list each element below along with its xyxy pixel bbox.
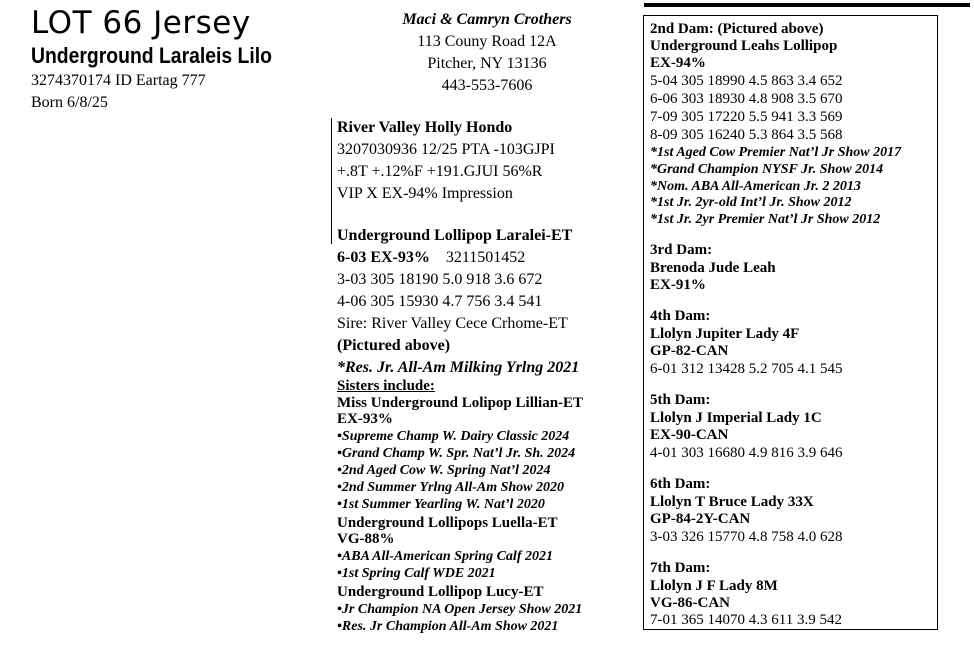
sister-award: •2nd Aged Cow W. Spring Nat’l 2024 <box>337 463 551 478</box>
breeder-address-1: 113 Couny Road 12A <box>417 33 557 50</box>
second-dam-award: *1st Aged Cow Premier Nat’l Jr Show 2017 <box>650 145 902 160</box>
dam-award: *Res. Jr. All-Am Milking Yrlng 2021 <box>337 359 580 376</box>
second-dam-record: 5-04 305 18990 4.5 863 3.4 652 <box>650 73 843 89</box>
birth-date: Born 6/8/25 <box>31 94 108 111</box>
sixth-dam-record: 3-03 326 15770 4.8 758 4.0 628 <box>650 529 843 545</box>
fifth-dam-heading: 5th Dam: <box>650 392 711 408</box>
top-rule <box>644 3 970 7</box>
second-dam-award: *Nom. ABA All-American Jr. 2 2013 <box>650 179 861 194</box>
sister-award: •1st Spring Calf WDE 2021 <box>337 566 496 581</box>
lot-title: LOT 66 Jersey <box>31 5 251 41</box>
sire-name: River Valley Holly Hondo <box>337 119 513 136</box>
seventh-dam-name: Llolyn J F Lady 8M <box>650 578 778 594</box>
sister-name: Underground Lollipop Lucy-ET <box>337 584 544 600</box>
registration-line: 3274370174 ID Eartag 777 <box>31 72 206 89</box>
second-dam-award: *1st Jr. 2yr Premier Nat’l Jr Show 2012 <box>650 212 881 227</box>
breeder-address-2: Pitcher, NY 13136 <box>427 55 547 72</box>
breeder-block <box>382 9 592 97</box>
dam-class-line <box>337 247 525 269</box>
sixth-dam-name: Llolyn T Bruce Lady 33X <box>650 494 814 510</box>
dam-sire-line: Sire: River Valley Cece Crhome-ET <box>337 315 568 332</box>
fourth-dam-heading: 4th Dam: <box>650 308 711 324</box>
fourth-dam-name: Llolyn Jupiter Lady 4F <box>650 326 800 342</box>
fourth-dam-classification: GP-82-CAN <box>650 343 729 359</box>
sire-line-2: +.8T +.12%F +191.GJUI 56%R <box>337 163 543 180</box>
fifth-dam-name: Llolyn J Imperial Lady 1C <box>650 410 822 426</box>
sire-line-1: 3207030936 12/25 PTA -103GJPI <box>337 141 555 158</box>
dam-reg-number: 3211501452 <box>445 249 526 266</box>
sister-award: •Grand Champ W. Spr. Nat’l Jr. Sh. 2024 <box>337 446 576 461</box>
third-dam-name: Brenoda Jude Leah <box>650 260 776 276</box>
second-dam-award: *1st Jr. 2yr-old Int’l Jr. Show 2012 <box>650 195 852 210</box>
sister-award: •1st Summer Yearling W. Nat’l 2020 <box>337 497 545 512</box>
dam-classification: 6-03 EX-93% <box>337 249 430 266</box>
second-dam-name: Underground Leahs Lollipop <box>650 38 838 54</box>
sister-award: •Supreme Champ W. Dairy Classic 2024 <box>337 429 570 444</box>
fifth-dam-classification: EX-90-CAN <box>650 427 729 443</box>
breeder-phone: 443-553-7606 <box>441 77 533 94</box>
second-dam-award: *Grand Champion NYSF Jr. Show 2014 <box>650 162 884 177</box>
second-dam-heading: 2nd Dam: (Pictured above) <box>650 21 824 37</box>
sixth-dam-classification: GP-84-2Y-CAN <box>650 511 751 527</box>
sire-line-3: VIP X EX-94% Impression <box>337 185 513 202</box>
sister-award: •Jr Champion NA Open Jersey Show 2021 <box>337 602 583 617</box>
breeder-name: Maci & Camryn Crothers <box>402 11 572 28</box>
sister-name: Underground Lollipops Luella-ET <box>337 515 558 531</box>
sixth-dam-heading: 6th Dam: <box>650 476 711 492</box>
sire-bracket <box>331 118 332 244</box>
seventh-dam-record: 7-01 365 14070 4.3 611 3.9 542 <box>650 612 842 628</box>
sister-award: •ABA All-American Spring Calf 2021 <box>337 549 553 564</box>
seventh-dam-heading: 7th Dam: <box>650 560 711 576</box>
third-dam-heading: 3rd Dam: <box>650 242 713 258</box>
sister-award: •Res. Jr Champion All-Am Show 2021 <box>337 619 559 634</box>
dam-name: Underground Lollipop Laralei-ET <box>337 227 573 244</box>
dam-record: 3-03 305 18190 5.0 918 3.6 672 <box>337 271 543 288</box>
second-dam-record: 7-09 305 17220 5.5 941 3.3 569 <box>650 109 843 125</box>
animal-name: Underground Laraleis Lilo <box>31 43 272 68</box>
seventh-dam-classification: VG-86-CAN <box>650 595 730 611</box>
sister-classification: VG-88% <box>337 531 395 547</box>
fourth-dam-record: 6-01 312 13428 5.2 705 4.1 545 <box>650 361 843 377</box>
dam-pictured: (Pictured above) <box>337 337 451 354</box>
dam-record: 4-06 305 15930 4.7 756 3.4 541 <box>337 293 543 310</box>
sister-classification: EX-93% <box>337 411 393 427</box>
second-dam-classification: EX-94% <box>650 55 706 71</box>
sister-name: Miss Underground Lolipop Lillian-ET <box>337 395 584 411</box>
fifth-dam-record: 4-01 303 16680 4.9 816 3.9 646 <box>650 445 843 461</box>
third-dam-classification: EX-91% <box>650 277 706 293</box>
sisters-heading: Sisters include: <box>337 378 435 394</box>
second-dam-record: 6-06 303 18930 4.8 908 3.5 670 <box>650 91 843 107</box>
sister-award: •2nd Summer Yrlng All-Am Show 2020 <box>337 480 565 495</box>
second-dam-record: 8-09 305 16240 5.3 864 3.5 568 <box>650 127 843 143</box>
